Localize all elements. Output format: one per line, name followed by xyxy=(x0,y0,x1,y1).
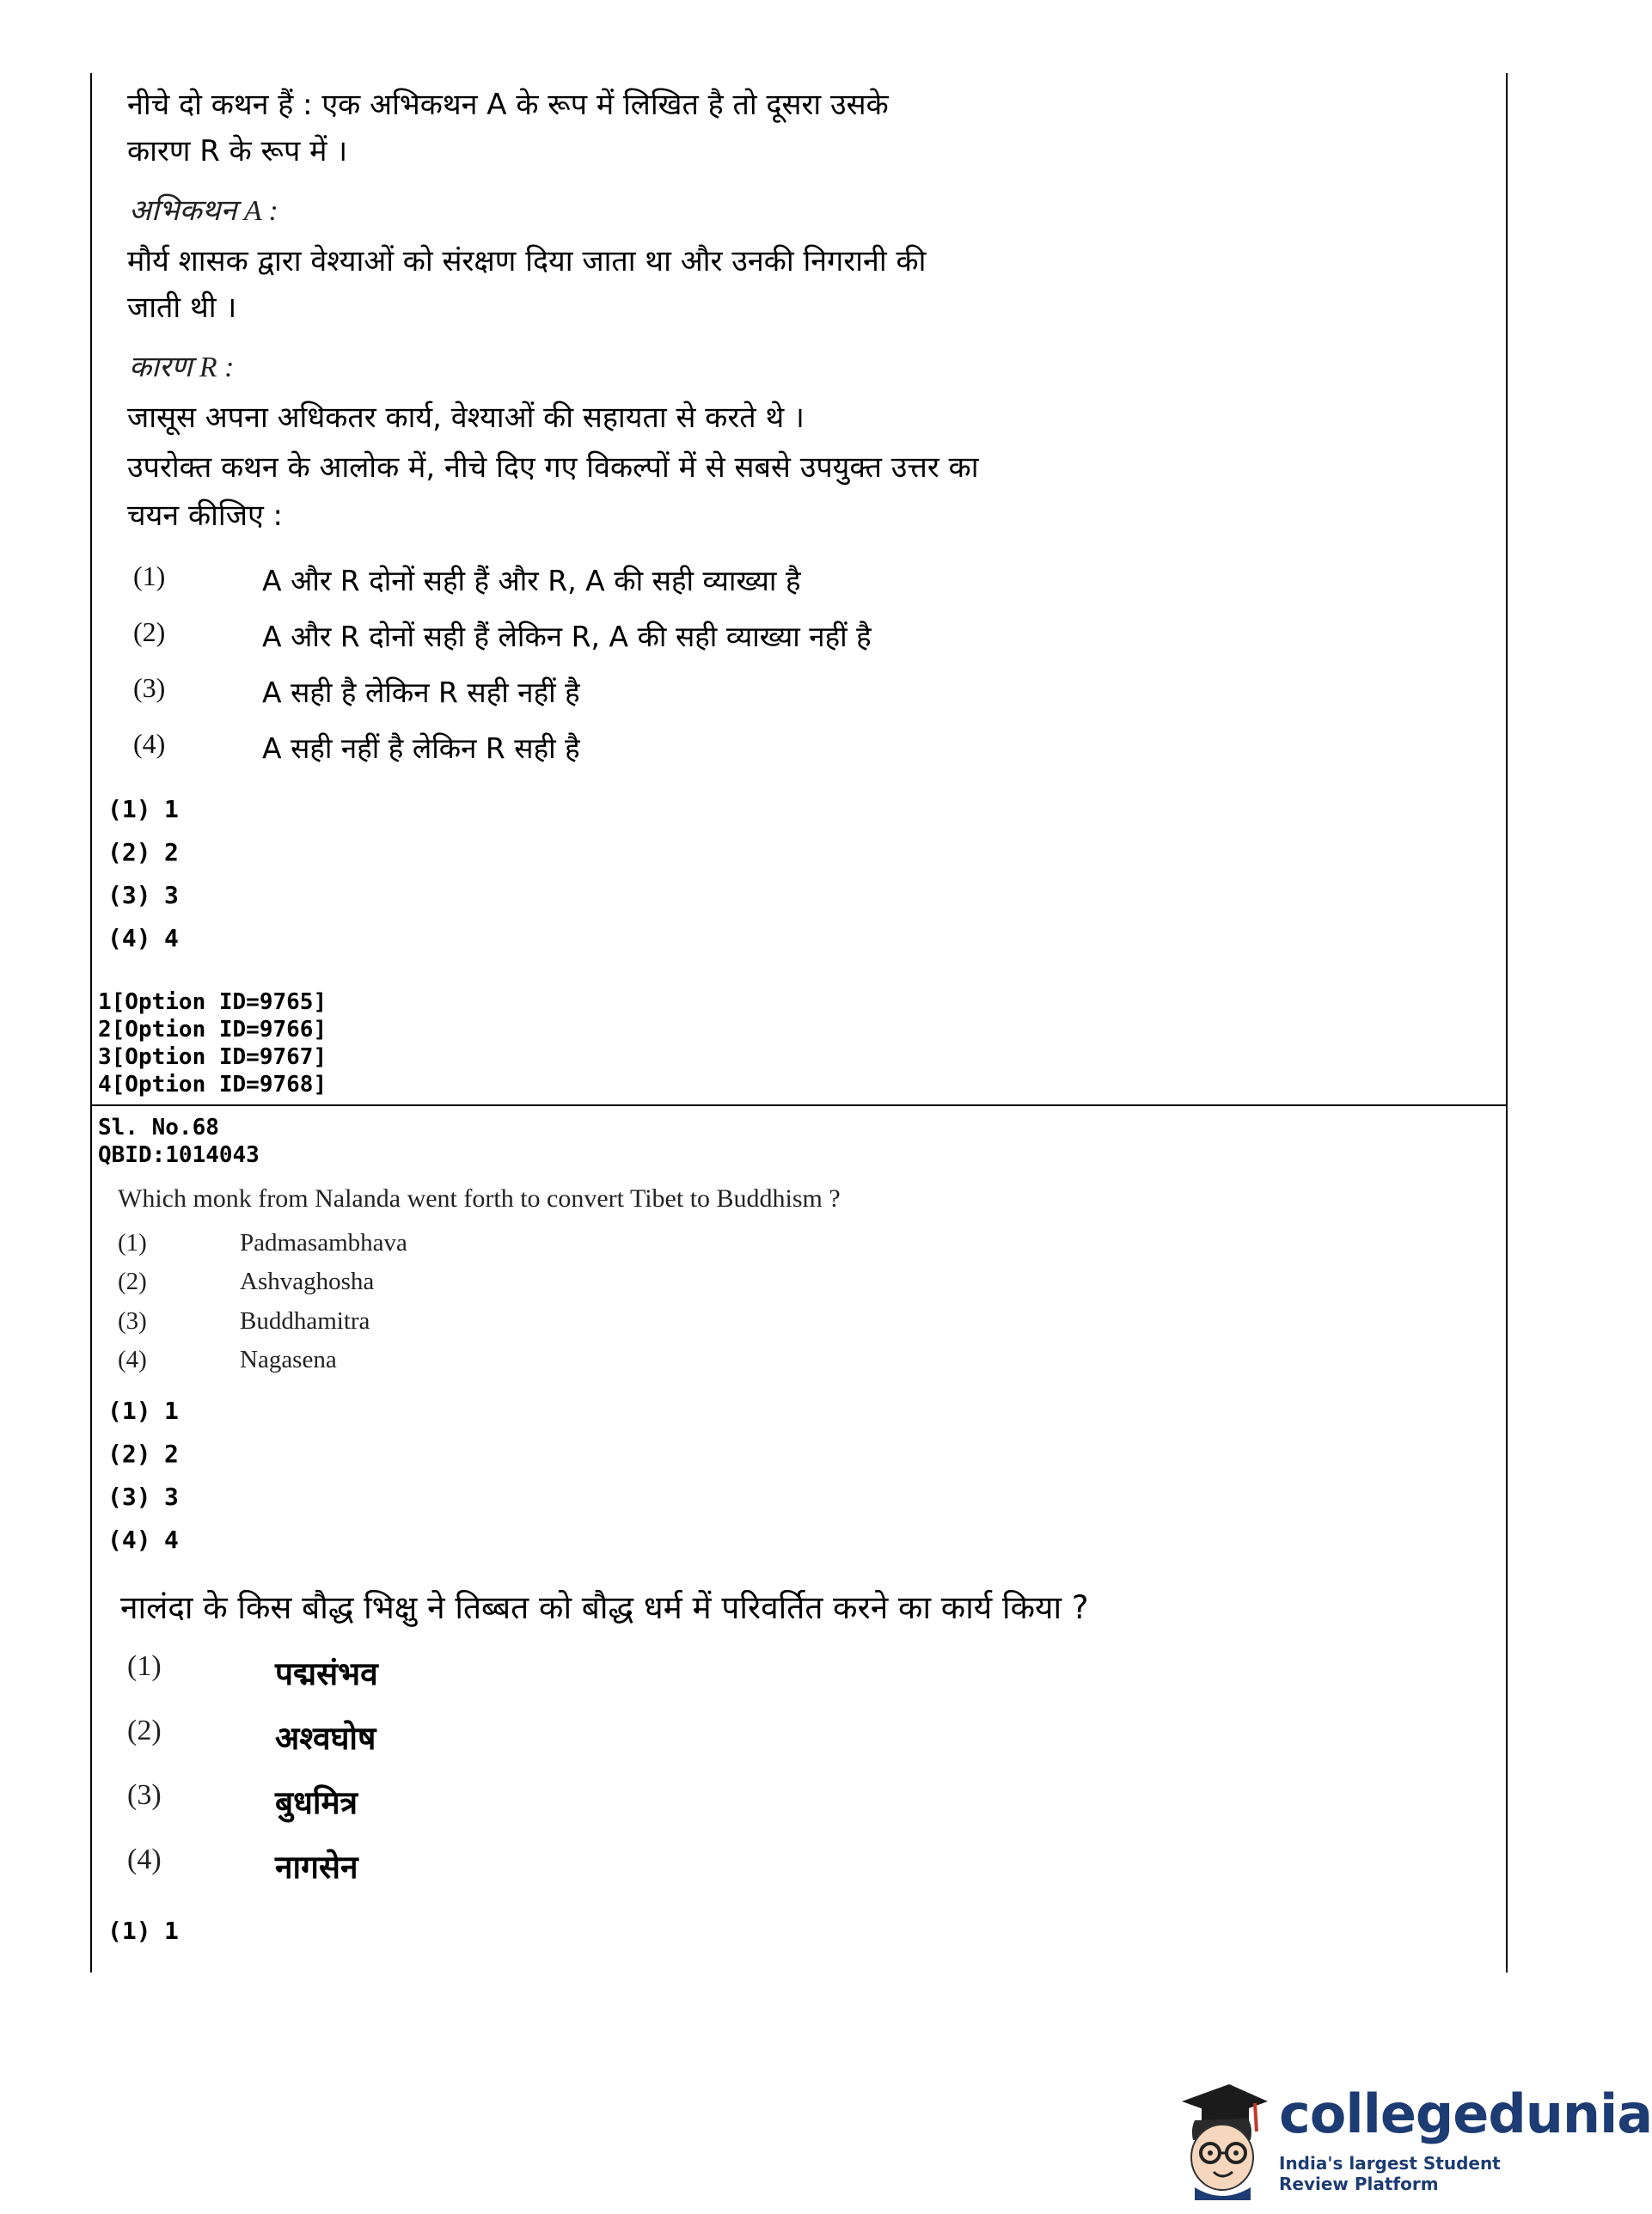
page-border-left xyxy=(90,73,92,1972)
answer-number: (3) xyxy=(107,881,151,909)
q68-option-text-en: Padmasambhava xyxy=(240,1229,407,1257)
answer-value: 4 xyxy=(164,1526,179,1554)
q68-answer-choice[interactable] xyxy=(107,1917,179,1945)
q67-answer-choice[interactable] xyxy=(107,881,179,909)
q68-option-number-hi: (3) xyxy=(127,1779,162,1811)
answer-number: (1) xyxy=(107,795,151,823)
q68-option-text-en: Ashvaghosha xyxy=(240,1268,375,1295)
answer-value: 1 xyxy=(164,1397,179,1425)
q67-option-text: A और R दोनों सही हैं लेकिन R, A की सही व्याख्या नहीं है xyxy=(262,620,872,653)
q68-answer-choice[interactable] xyxy=(107,1397,179,1425)
q68-option-number-en: (4) xyxy=(118,1346,147,1373)
q67-option-number: (1) xyxy=(133,560,166,591)
answer-number: (1) xyxy=(107,1917,151,1945)
q67-answer-choice[interactable] xyxy=(107,795,179,823)
answer-number: (4) xyxy=(107,924,151,952)
instruction-line2: चयन कीजिए : xyxy=(127,498,284,533)
collegedunia-logo xyxy=(1169,2067,1652,2205)
question-text-en: Which monk from Nalanda went forth to convert Tibet to Buddhism ? xyxy=(118,1184,841,1213)
q67-option-text: A और R दोनों सही हैं और R, A की सही व्याख्या है xyxy=(262,564,801,597)
q67-intro-line1: नीचे दो कथन हैं : एक अभिकथन A के रूप में लिखित है तो दूसरा उसके xyxy=(127,88,889,122)
q68-option-number-hi: (4) xyxy=(127,1844,162,1875)
q68-option-number-en: (2) xyxy=(118,1268,147,1295)
q68-option-text-hi: बुधमित्र xyxy=(275,1784,358,1821)
answer-value: 2 xyxy=(164,838,179,866)
reason-line1: जासूस अपना अधिकतर कार्य, वेश्याओं की सहायता से करते थे । xyxy=(127,401,805,435)
q68-answer-choice[interactable] xyxy=(107,1526,179,1554)
q68-answer-choice[interactable] xyxy=(107,1440,179,1468)
assertion-line1: मौर्य शासक द्वारा वेश्याओं को संरक्षण दिया जाता था और उनकी निगरानी की xyxy=(127,244,927,278)
serial-number: Sl. No.68 xyxy=(98,1115,219,1141)
q68-option-text-en: Nagasena xyxy=(240,1346,337,1373)
assertion-line2: जाती थी । xyxy=(127,291,237,325)
answer-number: (3) xyxy=(107,1483,151,1511)
answer-value: 4 xyxy=(164,924,179,952)
mascot-icon xyxy=(1169,2067,1272,2200)
q68-option-number-hi: (1) xyxy=(127,1650,162,1682)
answer-value: 1 xyxy=(164,1917,179,1945)
answer-number: (2) xyxy=(107,1440,151,1468)
q67-answer-choice[interactable] xyxy=(107,838,179,866)
option-id: 2[Option ID=9766] xyxy=(98,1017,327,1043)
answer-number: (2) xyxy=(107,838,151,866)
q68-option-text-hi: नागसेन xyxy=(275,1849,358,1886)
q67-option-number: (3) xyxy=(133,672,166,703)
answer-number: (4) xyxy=(107,1526,151,1554)
option-id: 4[Option ID=9768] xyxy=(98,1072,327,1098)
answer-value: 3 xyxy=(164,881,179,909)
option-id: 1[Option ID=9765] xyxy=(98,989,327,1015)
answer-value: 2 xyxy=(164,1440,179,1468)
instruction-line1: उपरोक्त कथन के आलोक में, नीचे दिए गए विकल्पों में से सबसे उपयुक्त उत्तर का xyxy=(127,450,979,485)
q68-option-text-hi: पद्मसंभव xyxy=(275,1655,378,1692)
answer-value: 3 xyxy=(164,1483,179,1511)
logo-wordmark: collegedunia xyxy=(1279,2083,1652,2145)
reason-label: कारण R : xyxy=(129,352,235,383)
assertion-label: अभिकथन A : xyxy=(129,195,278,227)
q68-option-text-en: Buddhamitra xyxy=(240,1307,370,1335)
q67-option-text: A सही है लेकिन R सही नहीं है xyxy=(262,676,580,709)
q68-option-number-hi: (2) xyxy=(127,1715,162,1746)
option-id: 3[Option ID=9767] xyxy=(98,1044,327,1070)
logo-tagline: India's largest Student Review Platform xyxy=(1279,2153,1501,2194)
q67-answer-choice[interactable] xyxy=(107,924,179,952)
page-border-right xyxy=(1506,73,1508,1972)
q68-answer-choice[interactable] xyxy=(107,1483,179,1511)
answer-value: 1 xyxy=(164,795,179,823)
q68-option-number-en: (3) xyxy=(118,1307,147,1335)
q68-option-text-hi: अश्वघोष xyxy=(275,1720,376,1757)
answer-number: (1) xyxy=(107,1397,151,1425)
q68-option-number-en: (1) xyxy=(118,1229,147,1257)
question-text-hi: नालंदा के किस बौद्ध भिक्षु ने तिब्बत को बौद्ध धर्म में परिवर्तित करने का कार्य किया ? xyxy=(120,1589,1089,1626)
q67-intro-line2: कारण R के रूप में । xyxy=(127,134,348,168)
q67-option-text: A सही नहीं है लेकिन R सही है xyxy=(262,731,580,765)
q67-option-number: (2) xyxy=(133,616,166,647)
question-separator xyxy=(90,1104,1508,1106)
q67-option-number: (4) xyxy=(133,728,166,759)
qbid: QBID:1014043 xyxy=(98,1142,260,1168)
